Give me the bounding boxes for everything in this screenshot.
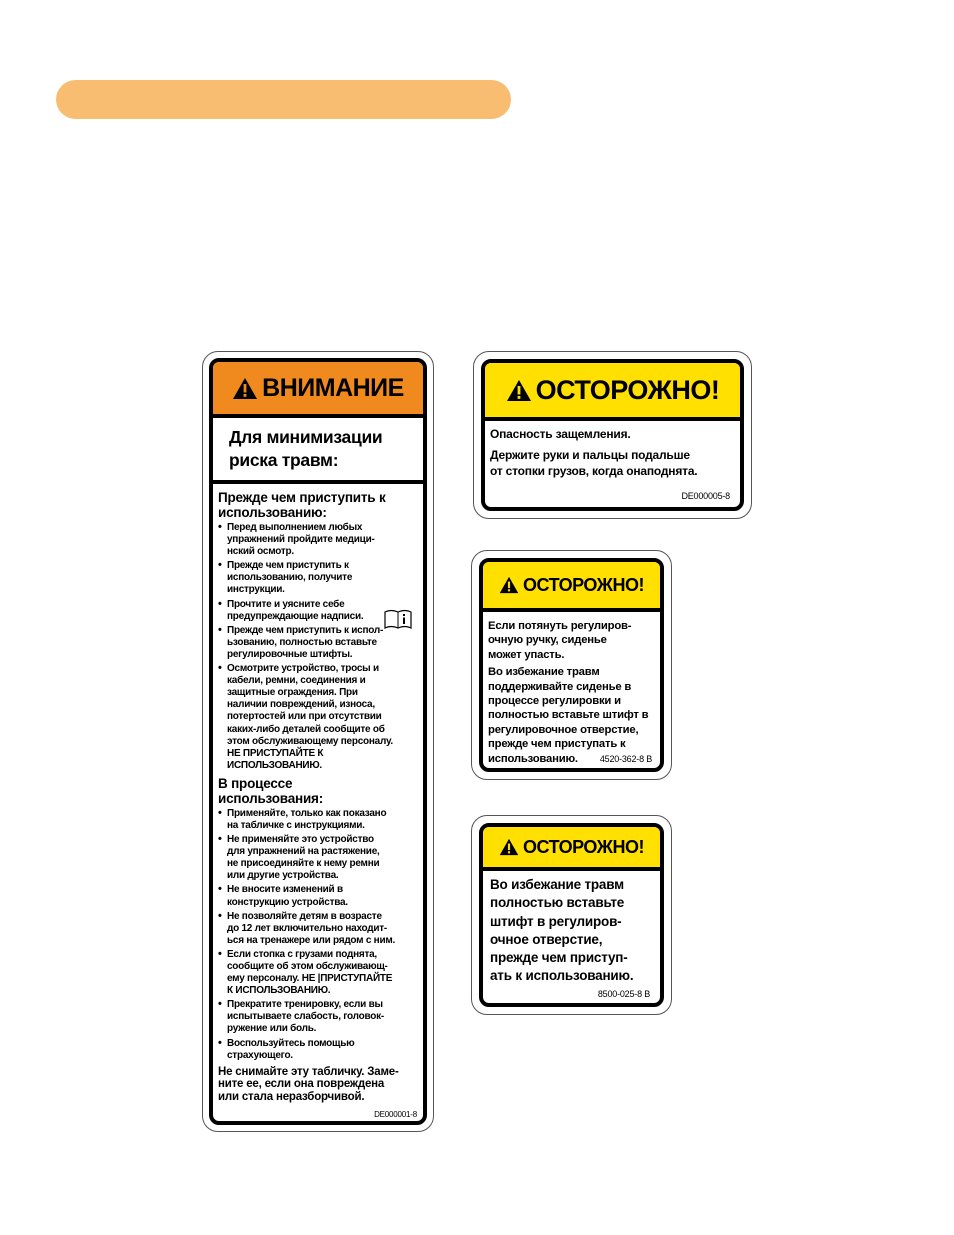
bullet-line: • Прежде чем приступить к испол- — [227, 624, 384, 636]
warning-header — [213, 362, 423, 418]
caution-text — [490, 876, 633, 986]
bullet-item — [218, 522, 417, 558]
caution-line: может упасть. — [488, 648, 565, 661]
bullet-line: до 12 лет включительно находит- — [227, 922, 387, 934]
bullet-line: или другие устройства. — [227, 870, 339, 882]
bullet-line: • Если стопка с грузами поднята, — [227, 948, 377, 960]
warning-footer — [213, 1064, 423, 1104]
bullet-line: испытываете слабость, головок- — [227, 1011, 384, 1023]
caution-text — [490, 447, 697, 479]
bullet-line: упражнений пройдите медици- — [227, 534, 375, 546]
bullet-line: • Перед выполнением любых — [227, 522, 363, 533]
warning-triangle-icon — [232, 377, 258, 400]
bullet-line: ься на тренажере или рядом с ним. — [227, 934, 396, 946]
caution-line: очную ручку, сиденье — [488, 634, 607, 647]
bullet-line: нский осмотр. — [227, 546, 294, 558]
caution-line: прежде чем приступать к — [488, 738, 626, 751]
caution-title: ОСТОРОЖНО! — [523, 574, 644, 595]
title-line: В процессе — [218, 775, 293, 791]
caution-label-seat — [471, 550, 672, 780]
label-code: 4520-362-8 B — [599, 754, 652, 764]
bullet-line: ИСПОЛЬЗОВАНИЮ. — [227, 759, 322, 771]
bullet-item — [218, 834, 417, 882]
caution-line: очное отверстие, — [490, 931, 603, 947]
bullet-line: инструкции. — [227, 584, 285, 596]
caution-text — [488, 619, 648, 766]
caution-line: регулировочное отверстие, — [488, 723, 639, 736]
warning-title: ВНИМАНИЕ — [262, 373, 404, 402]
caution-label-pin — [471, 815, 672, 1015]
caution-line: Если потянуть регулиров- — [488, 620, 632, 632]
footer-line: ните ее, если она повреждена — [218, 1078, 385, 1091]
manual-book-icon — [384, 609, 412, 629]
caution-text: Опасность защемления. — [490, 427, 631, 441]
intro-line: риска травм: — [229, 450, 339, 470]
title-line: использованию: — [218, 505, 327, 520]
bullet-line: на табличке с инструкциями. — [227, 819, 365, 831]
label-code: 8500-025-8 B — [597, 989, 650, 999]
warning-triangle-icon — [499, 576, 519, 594]
bullet-item — [218, 808, 417, 832]
caution-header — [485, 363, 740, 421]
caution-line: полностью вставьте штифт в — [488, 709, 649, 722]
bullet-line: сообщите об этом обслуживающ- — [227, 961, 388, 972]
bullet-line: не присоединяйте к нему ремни — [227, 858, 380, 870]
bullet-line: каких-либо деталей сообщите об — [227, 723, 385, 735]
label-code: DE000001-8 — [374, 1110, 417, 1119]
bullet-line: • Применяйте, только как показано — [227, 807, 387, 819]
during-use-list — [213, 808, 423, 1062]
warning-triangle-icon — [499, 838, 519, 856]
caution-line: прежде чем приступ- — [490, 950, 628, 966]
caution-line: штифт в регулиров- — [490, 913, 622, 929]
during-use-title — [213, 774, 423, 808]
caution-line: Во избежание травм — [490, 877, 624, 892]
caution-title: ОСТОРОЖНО! — [535, 374, 720, 405]
caution-line: Во избежание травм — [488, 666, 600, 679]
title-line: использования: — [218, 790, 324, 806]
caution-line: от стопки грузов, когда онаподнята. — [490, 464, 698, 478]
bullet-item — [218, 949, 417, 997]
caution-line: Держите руки и пальцы подальше — [490, 448, 690, 462]
caution-line: поддерживайте сиденье в — [488, 680, 632, 693]
intro-line: Для минимизации — [229, 427, 383, 447]
bullet-item — [218, 999, 417, 1035]
before-use-list — [213, 522, 423, 772]
caution-label-body — [479, 558, 664, 772]
caution-label-pinch — [473, 351, 752, 519]
bullet-line: • Воспользуйтесь помощью — [227, 1037, 355, 1049]
bullet-line: предупреждающие надписи. — [227, 610, 364, 622]
bullet-line: для упражнений на растяжение, — [227, 846, 380, 858]
bullet-line: защитные ограждения. При — [227, 687, 358, 699]
bullet-line: • Не вносите изменений в — [227, 884, 343, 896]
caution-line: процессе регулировки и — [488, 695, 621, 708]
section-header-bar — [56, 80, 511, 119]
bullet-line: К ИСПОЛЬЗОВАНИЮ. — [227, 985, 331, 997]
bullet-line: • Прекратите тренировку, если вы — [227, 999, 383, 1011]
bullet-line: использованию, получите — [227, 572, 353, 584]
warning-label-body — [209, 358, 427, 1125]
bullet-line: кабели, ремни, соединения и — [227, 675, 366, 687]
warning-label — [202, 351, 434, 1132]
bullet-line: потертостей или при отсутствии — [227, 711, 382, 723]
footer-line: Не снимайте эту табличку. Заме- — [218, 1065, 399, 1078]
footer-line: или стала неразборчивой. — [218, 1090, 365, 1103]
bullet-item — [218, 1038, 417, 1062]
caution-line: полностью вставьте — [490, 895, 625, 911]
warning-intro — [213, 418, 423, 484]
bullet-item — [218, 884, 417, 908]
bullet-line: наличии повреждений, износа, — [227, 699, 375, 711]
bullet-line: • Не позволяйте детям в возрасте — [227, 910, 382, 922]
caution-line: использованию. — [488, 752, 578, 765]
caution-label-body — [481, 359, 744, 511]
title-line: Прежде чем приступить к — [218, 490, 386, 505]
caution-header — [483, 827, 660, 871]
caution-title: ОСТОРОЖНО! — [523, 836, 644, 857]
bullet-line: этом обслуживающему персоналу. — [227, 735, 393, 747]
caution-label-body — [479, 823, 664, 1007]
bullet-line: • Прежде чем приступить к — [227, 560, 349, 572]
bullet-item — [218, 911, 417, 947]
caution-header — [483, 562, 660, 612]
bullet-item — [218, 625, 417, 661]
bullet-item — [218, 663, 417, 772]
label-code: DE000005-8 — [681, 491, 730, 501]
bullet-line: ружение или боль. — [227, 1023, 317, 1035]
bullet-item — [218, 560, 417, 596]
bullet-line: конструкцию устройства. — [227, 896, 348, 908]
bullet-line: • Осмотрите устройство, тросы и — [227, 663, 379, 675]
bullet-line: регулировочные штифты. — [227, 648, 353, 660]
warning-triangle-icon — [506, 379, 532, 402]
before-use-title — [213, 484, 423, 522]
bullet-line: НЕ ПРИСТУПАЙТЕ К — [227, 747, 324, 759]
bullet-line: • Прочтите и уясните себе — [227, 598, 345, 610]
bullet-line: страхующего. — [227, 1049, 293, 1061]
bullet-line: ьзованию, полностью вставьте — [227, 636, 377, 648]
bullet-line: ему персоналу. НЕ |ПРИСТУПАЙТЕ — [227, 973, 393, 985]
bullet-line: • Не применяйте это устройство — [227, 834, 374, 846]
caution-line: ать к использованию. — [490, 968, 634, 984]
